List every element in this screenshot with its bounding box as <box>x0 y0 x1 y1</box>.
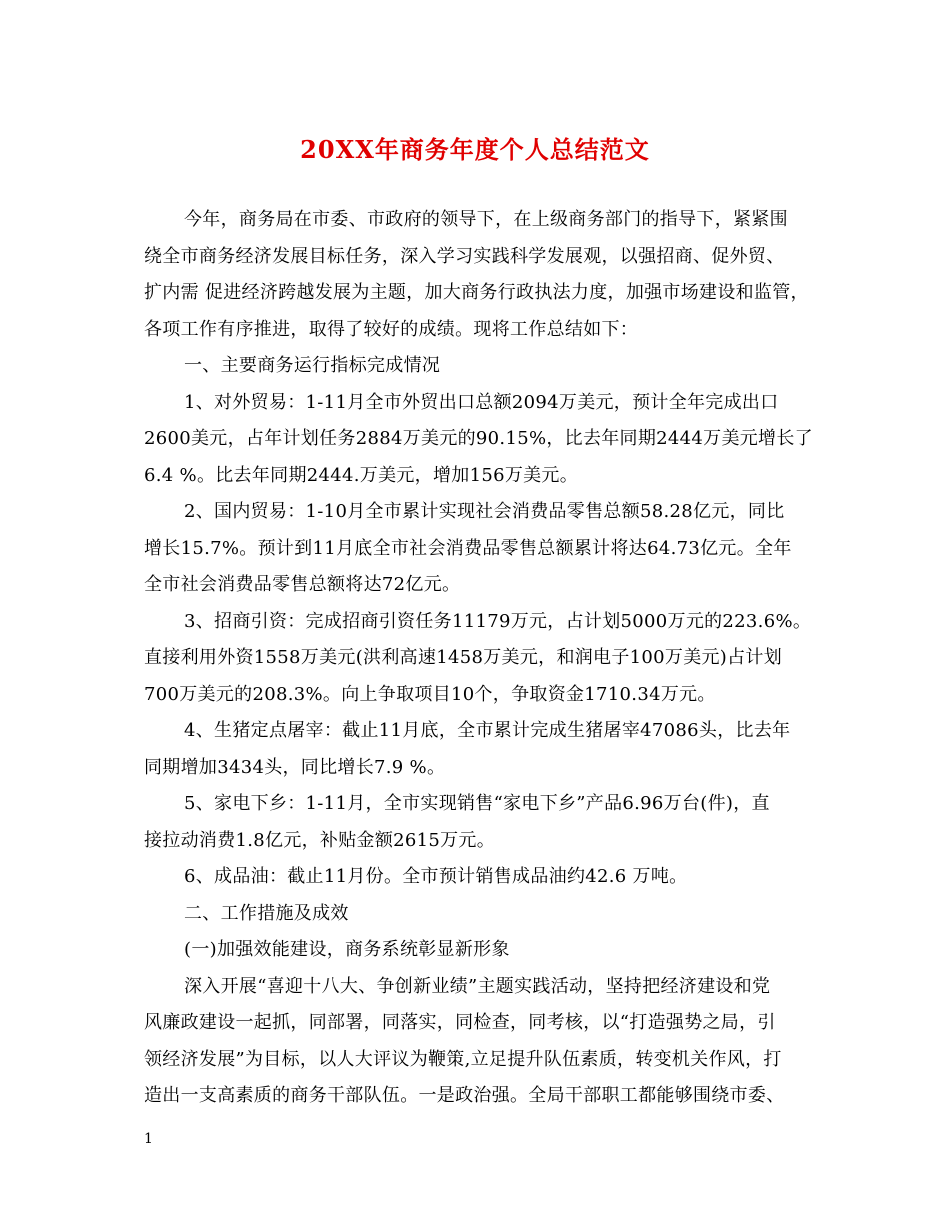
paragraph-line: 5、家电下乡：1-11月，全市实现销售“家电下乡”产品6.96万台(件)，直 <box>184 793 770 814</box>
paragraph-line: 风廉政建设一起抓，同部署，同落实，同检查，同考核，以“打造强势之局，引 <box>144 1012 776 1033</box>
paragraph-line: 深入开展“喜迎十八大、争创新业绩”主题实践活动，坚持把经济建设和党 <box>184 975 771 997</box>
paragraph-line: 接拉动消费1.8亿元，补贴金额2615万元。 <box>144 829 496 851</box>
paragraph-line: 全市社会消费品零售总额将达72亿元。 <box>144 574 461 595</box>
page-number: 1 <box>144 1131 153 1147</box>
paragraph-line: 2600美元，占年计划任务2884万美元的90.15%，比去年同期2444万美元增长了 <box>144 428 813 449</box>
paragraph-line: 4、生猪定点屠宰：截止11月底，全市累计完成生猪屠宰47086头，比去年 <box>184 720 791 741</box>
paragraph-line: 6、成品油：截止11月份。全市预计销售成品油约42.6 万吨。 <box>184 866 688 887</box>
subsection-heading: (一)加强效能建设，商务系统彰显新形象 <box>184 939 510 960</box>
paragraph-line: 6.4 %。比去年同期2444.万美元，增加156万美元。 <box>144 464 579 486</box>
paragraph-line: 3、招商引资：完成招商引资任务11179万元，占计划5000万元的223.6%。 <box>184 610 812 632</box>
paragraph-line: 2、国内贸易：1-10月全市累计实现社会消费品零售总额58.28亿元，同比 <box>184 501 785 522</box>
paragraph-line: 同期增加3434头，同比增长7.9 %。 <box>144 756 446 778</box>
paragraph-line: 今年，商务局在市委、市政府的领导下，在上级商务部门的指导下，紧紧围 <box>184 209 788 230</box>
paragraph-line: 700万美元的208.3%。向上争取项目10个，争取资金1710.34万元。 <box>144 683 716 705</box>
paragraph-line: 领经济发展”为目标，以人大评议为鞭策,立足提升队伍素质，转变机关作风，打 <box>144 1048 782 1070</box>
document-body <box>144 202 812 1115</box>
section-heading: 一、主要商务运行指标完成情况 <box>184 355 441 376</box>
paragraph-line: 增长15.7%。预计到11月底全市社会消费品零售总额累计将达64.73亿元。全年 <box>144 537 792 559</box>
paragraph-line: 绕全市商务经济发展目标任务，深入学习实践科学发展观，以强招商、促外贸、 <box>144 245 785 267</box>
paragraph-line: 造出一支高素质的商务干部队伍。一是政治强。全局干部职工都能够围绕市委、 <box>144 1085 785 1106</box>
paragraph-line: 1、对外贸易：1-11月全市外贸出口总额2094万美元，预计全年完成出口 <box>184 391 779 413</box>
paragraph-line: 各项工作有序推进，取得了较好的成绩。现将工作总结如下： <box>144 318 639 340</box>
paragraph-line: 直接利用外资1558万美元(洪利高速1458万美元，和润电子100万美元)占计划 <box>144 647 783 668</box>
section-heading: 二、工作措施及成效 <box>184 902 349 924</box>
document-title: 20XX年商务年度个人总结范文 <box>300 135 650 164</box>
paragraph-line: 扩内需 促进经济跨越发展为主题，加大商务行政执法力度，加强市场建设和监管， <box>144 282 809 303</box>
